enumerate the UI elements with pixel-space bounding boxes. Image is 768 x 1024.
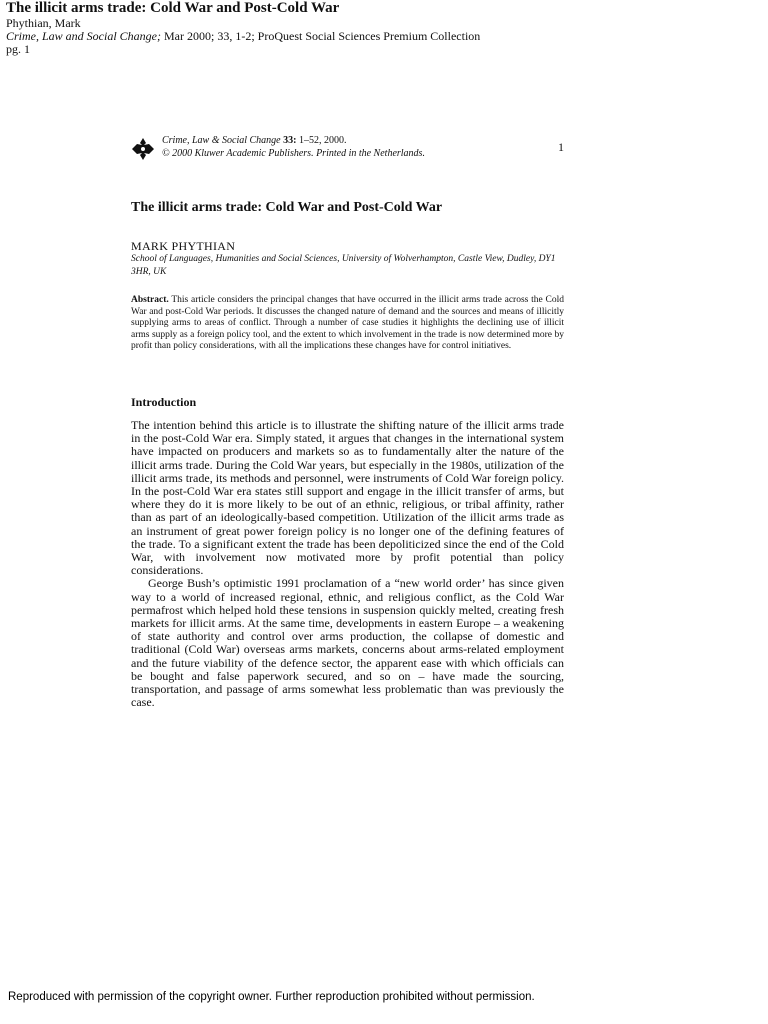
article-title: The illicit arms trade: Cold War and Post-Cold War — [131, 200, 443, 215]
cover-journal: Crime, Law and Social Change; — [6, 29, 161, 43]
journal-copyright: © 2000 Kluwer Academic Publishers. Printed in the Netherlands. — [162, 147, 425, 159]
author-affiliation: School of Languages, Humanities and Social Sciences, University of Wolverhampton, Castle View, Dudley, DY1 3HR, UK — [131, 254, 556, 277]
journal-volume: 33: — [283, 135, 297, 146]
cover-citation — [6, 30, 756, 43]
journal-header — [131, 135, 564, 165]
article-author: MARK PHYTHIAN — [131, 239, 236, 253]
journal-info — [162, 135, 425, 160]
cover-title: The illicit arms trade: Cold War and Post-Cold War — [6, 0, 340, 16]
cover-citation-details: Mar 2000; 33, 1-2; ProQuest Social Sciences Premium Collection — [161, 29, 481, 43]
abstract-text: This article considers the principal changes that have occurred in the illicit arms trade across the Cold War and post-Cold War periods. It discusses the changed nature of demand and the sources and means of illicitly supplying arms to areas of conflict. Through a number of case studies it highlights the declining use of illicit arms supply as a foreign policy tool, and the extent to which involvement in the trade is now determined more by profit than policy considerations, with all the implications these changes have for control initiatives. — [131, 295, 564, 352]
cover-author: Phythian, Mark — [6, 16, 81, 30]
publisher-logo-icon — [131, 137, 155, 161]
journal-name: Crime, Law & Social Change — [162, 135, 281, 146]
body-text — [131, 419, 564, 709]
article-page — [131, 135, 564, 710]
paragraph: George Bush’s optimistic 1991 proclamation of a “new world order’ has since given way to a world of increased regional, ethnic, and religious conflict, as the Cold War permafrost which helped hold these tensions in suspension quickly melted, creating fresh markets for illicit arms. At the same time, developments in eastern Europe – a weakening of state authority and control over arms production, the collapse of domestic and traditional (Cold War) overseas arms markets, concerns about arms-related employment and the future viability of the defence sector, the apparent ease with which officials can be bought and false paperwork secured, and so on – have made the sourcing, transportation, and passage of arms somewhat less problematic than was previously the case. — [131, 576, 564, 710]
copyright-notice: Reproduced with permission of the copyright owner. Further reproduction prohibited without permission. — [8, 991, 535, 1003]
page-number: 1 — [558, 140, 564, 154]
cover-header — [6, 0, 756, 56]
abstract — [131, 295, 564, 353]
abstract-label: Abstract. — [131, 295, 169, 305]
journal-pages: 1–52, 2000. — [296, 135, 347, 146]
paragraph: The intention behind this article is to illustrate the shifting nature of the illicit arms trade in the post-Cold War era. Simply stated, it argues that changes in the international system have impacted on producers and markets so as to fundamentally alter the nature of the illicit arms trade. During the Cold War years, but especially in the 1980s, utilization of the illicit arms trade, its methods and personnel, were instruments of Cold War foreign policy. In the post-Cold War era states still support and engage in the illicit transfer of arms, but where they do it is more likely to be out of an ethnic, religious, or tribal affinity, rather than as part of an ideologically-based competition. Utilization of the illicit arms trade as an instrument of great power foreign policy is no longer one of the defining features of the trade. To a significant extent the trade has been depoliticized since the end of the Cold War, with involvement now motivated more by profit potential than policy considerations. — [131, 418, 564, 578]
section-heading: Introduction — [131, 395, 197, 409]
cover-page: pg. 1 — [6, 42, 30, 56]
